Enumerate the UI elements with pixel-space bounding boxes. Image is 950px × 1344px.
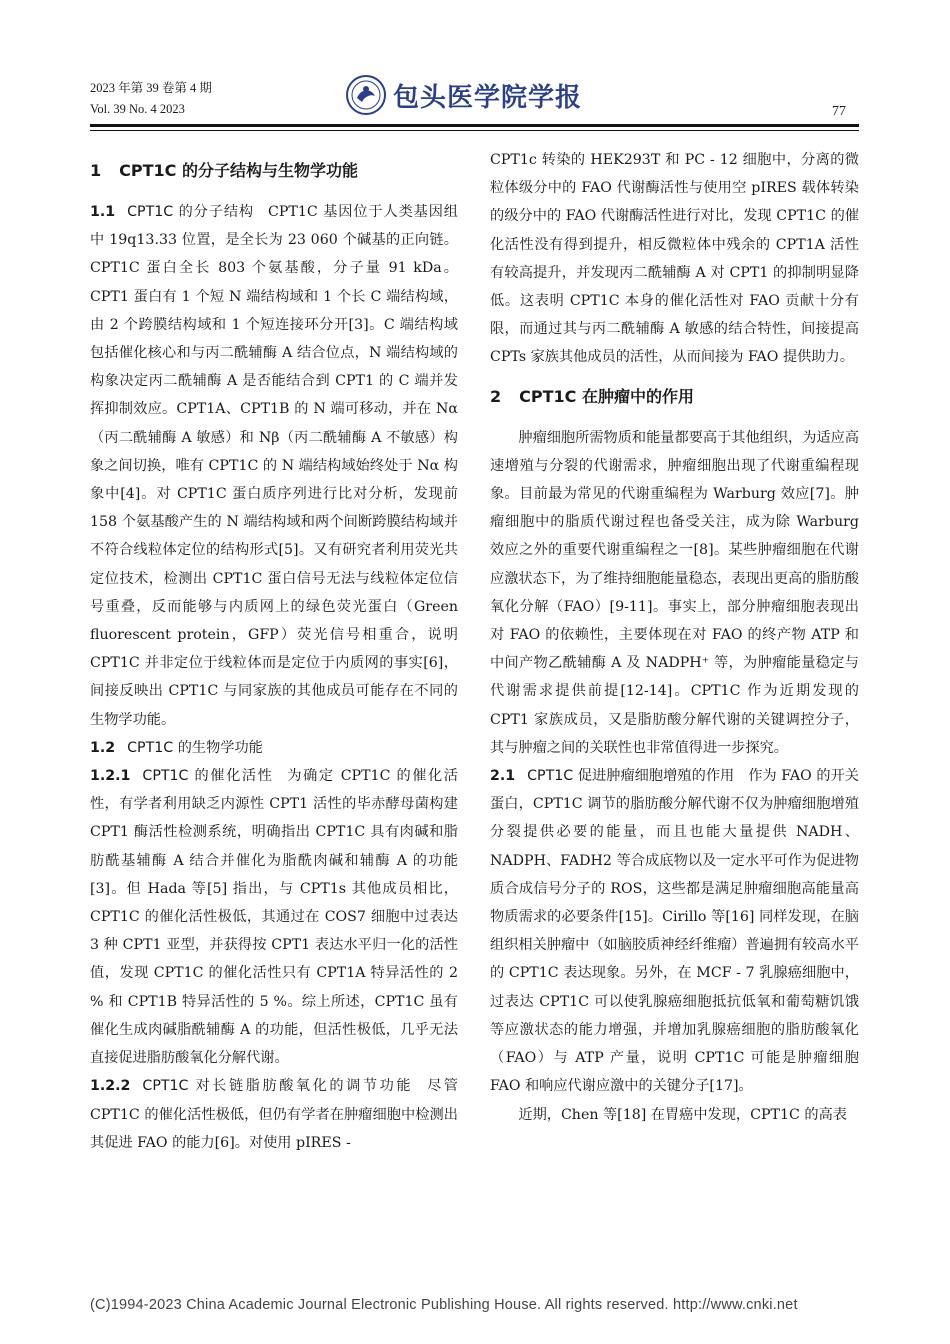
- continued-paragraph: CPT1c 转染的 HEK293T 和 PC - 12 细胞中，分离的微粒体级分中的 FAO 代谢酶活性与使用空 pIRES 载体转染的级分中的 FAO 代谢酶活性进行对比，发现 CPT1C 的催化活性没有得到提升，相反微粒体中残余的 CPT1A 活性有较高提升，并发现丙二酰辅酶 A 对 CPT1 的抑制明显降低。这表明 CPT1C 本身的催化活性对 FAO 贡献十分有限，而通过其与丙二酰辅酶 A 敏感的结合特性，间接提高 CPTs 家族其他成员的活性，从而间接为 FAO 提供助力。: [490, 152, 859, 366]
- section-2-number: 2: [490, 386, 502, 406]
- subsection-1-1-heading: [90, 204, 268, 220]
- journal-title: 包头医学院学报: [393, 82, 583, 113]
- section-2-heading: [490, 382, 859, 412]
- subsection-1-1: [90, 198, 458, 734]
- subsection-2-1-number: 2.1: [490, 768, 516, 785]
- subsection-1-2-1-text: 为确定 CPT1C 的催化活性，有学者利用缺乏内源性 CPT1 活性的毕赤酵母菌构建 CPT1 酶活性检测系统，明确指出 CPT1C 具有肉碱和脂肪酰基辅酶 A 结合并催化为脂酰肉碱和辅酶 A 的功能[3]。但 Hada 等[5] 指出，与 CPT1s 其他成员相比，CPT1C 的催化活性极低，其通过在 COS7 细胞中过表达 3 种 CPT1 亚型，并获得按 CPT1 表达水平归一化的活性值，发现 CPT1C 的催化活性只有 CPT1A 特异活性的 2 % 和 CPT1B 特异活性的 5 %。综上所述，CPT1C 虽有催化生成肉碱脂酰辅酶 A 的功能，但活性极低，几乎无法直接促进脂肪酸氧化分解代谢。: [90, 768, 458, 1067]
- subsection-1-2-number: 1.2: [90, 739, 116, 756]
- issue-cn: 2023 年第 39 卷第 4 期: [90, 81, 212, 95]
- subsection-1-2-1-heading: [90, 768, 287, 784]
- subsection-1-2-2-number: 1.2.2: [90, 1078, 131, 1095]
- subsection-1-2-1: [90, 762, 458, 1072]
- subsection-2-1-text: 作为 FAO 的开关蛋白，CPT1C 调节的脂肪酸分解代谢不仅为肿瘤细胞增殖分裂提供必要的能量，而且也能大量提供 NADH、NADPH、FADH2 等合成底物以及一定水平可作为促进物质合成信号分子的 ROS，这些都是满足肿瘤细胞高能量高物质需求的必要条件[15]。Cirillo 等[16] 同样发现，在脑组织相关肿瘤中（如脑胶质神经纤维瘤）普遍拥有较高水平的 CPT1C 表达现象。另外，在 MCF - 7 乳腺癌细胞中，过表达 CPT1C 可以使乳腺癌细胞抵抗低氧和葡萄糖饥饿等应激状态的能力增强，并增加乳腺癌细胞的脂肪酸氧化（FAO）与 ATP 产量，说明 CPT1C 可能是肿瘤细胞 FAO 和响应代谢应激中的关键分子[17]。: [490, 768, 859, 1095]
- issue-en: Vol. 39 No. 4 2023: [90, 102, 185, 116]
- header-rule-thin: [90, 130, 859, 131]
- subsection-2-1: [490, 762, 859, 1100]
- subsection-1-2-heading: [90, 734, 458, 762]
- left-column: [90, 146, 458, 1157]
- subsection-1-2-1-number: 1.2.1: [90, 768, 131, 785]
- issue-info: [90, 78, 212, 120]
- header-rule-thick: [90, 124, 859, 127]
- right-column: [490, 146, 859, 1129]
- subsection-1-2-title: CPT1C 的生物学功能: [127, 739, 263, 756]
- subsection-1-2-2-title: CPT1C 对长链脂肪酸氧化的调节功能: [142, 1078, 414, 1095]
- section-2-paragraph: 肿瘤细胞所需物质和能量都要高于其他组织，为适应高速增殖与分裂的代谢需求，肿瘤细胞出现了代谢重编程现象。目前最为常见的代谢重编程为 Warburg 效应[7]。肿瘤细胞中的脂质代谢过程也备受关注，成为除 Warburg 效应之外的重要代谢重编程之一[8]。某些肿瘤细胞在代谢应激状态下，为了维持细胞能量稳态，表现出更高的脂肪酸氧化分解（FAO）[9-11]。事实上，部分肿瘤细胞表现出对 FAO 的依赖性，主要体现在对 FAO 的终产物 ATP 和中间产物乙酰辅酶 A 及 NADPH⁺ 等，为肿瘤能量稳定与代谢需求提供前提[12-14]。CPT1C 作为近期发现的 CPT1 家族成员，又是脂肪酸分解代谢的关键调控分子，其与肿瘤之间的关联性也非常值得进一步探究。: [490, 429, 859, 756]
- subsection-1-1-number: 1.1: [90, 204, 116, 220]
- subsection-2-1-title: CPT1C 促进肿瘤细胞增殖的作用: [527, 768, 735, 785]
- journal-logo: [345, 74, 582, 116]
- page-number: 77: [832, 104, 846, 119]
- copyright-footer: (C)1994-2023 China Academic Journal Electronic Publishing House. All rights reserved. http://www.cnki.net: [90, 1297, 798, 1313]
- subsection-1-2-2-text: 尽管 CPT1C 的催化活性极低，但仍有学者在肿瘤细胞中检测出其促进 FAO 的能力[6]。对使用 pIRES -: [90, 1078, 458, 1151]
- subsection-1-1-title: CPT1C 的分子结构: [127, 204, 255, 220]
- section-1-heading: [90, 156, 458, 186]
- subsection-1-2-1-title: CPT1C 的催化活性: [142, 768, 274, 785]
- last-paragraph: 近期，Chen 等[18] 在胃癌中发现，CPT1C 的高表: [518, 1106, 847, 1123]
- subsection-2-1-heading: [490, 768, 748, 784]
- subsection-1-2-2: [90, 1072, 458, 1157]
- subsection-1-2-2-heading: [90, 1078, 427, 1094]
- subsection-1-1-text: CPT1C 基因位于人类基因组中 19q13.33 位置，是全长为 23 060 个碱基的正向链。CPT1C 蛋白全长 803 个氨基酸，分子量 91 kDa。CPT1 蛋白有 1 个短 N 端结构域和 1 个长 C 端结构域，由 2 个跨膜结构域和 1 个短连接环分开[3]。C 端结构域包括催化核心和与丙二酰辅酶 A 结合位点，N 端结构域的构象决定丙二酰辅酶 A 是否能结合到 CPT1 的 C 端并发挥抑制效应。CPT1A、CPT1B 的 N 端可移动，并在 Nα（丙二酰辅酶 A 敏感）和 Nβ（丙二酰辅酶 A 不敏感）构象之间切换，唯有 CPT1C 的 N 端结构域始终处于 Nα 构象中[4]。对 CPT1C 蛋白质序列进行比对分析，发现前 158 个氨基酸产生的 N 端结构域和两个间断跨膜结构域并不符合线粒体定位的结构形式[5]。又有研究者利用荧光共定位技术，检测出 CPT1C 蛋白信号无法与线粒体定位信号重叠，反而能够与内质网上的绿色荧光蛋白（Green fluorescent protein，GFP）荧光信号相重合，说明 CPT1C 并非定位于线粒体而是定位于内质网的事实[6]，间接反映出 CPT1C 与同家族的其他成员可能存在不同的生物学功能。: [90, 204, 458, 728]
- journal-emblem-icon: [345, 74, 387, 116]
- section-2-title: CPT1C 在肿瘤中的作用: [519, 386, 694, 406]
- section-1-number: 1: [90, 161, 102, 180]
- section-1-title: CPT1C 的分子结构与生物学功能: [119, 161, 358, 180]
